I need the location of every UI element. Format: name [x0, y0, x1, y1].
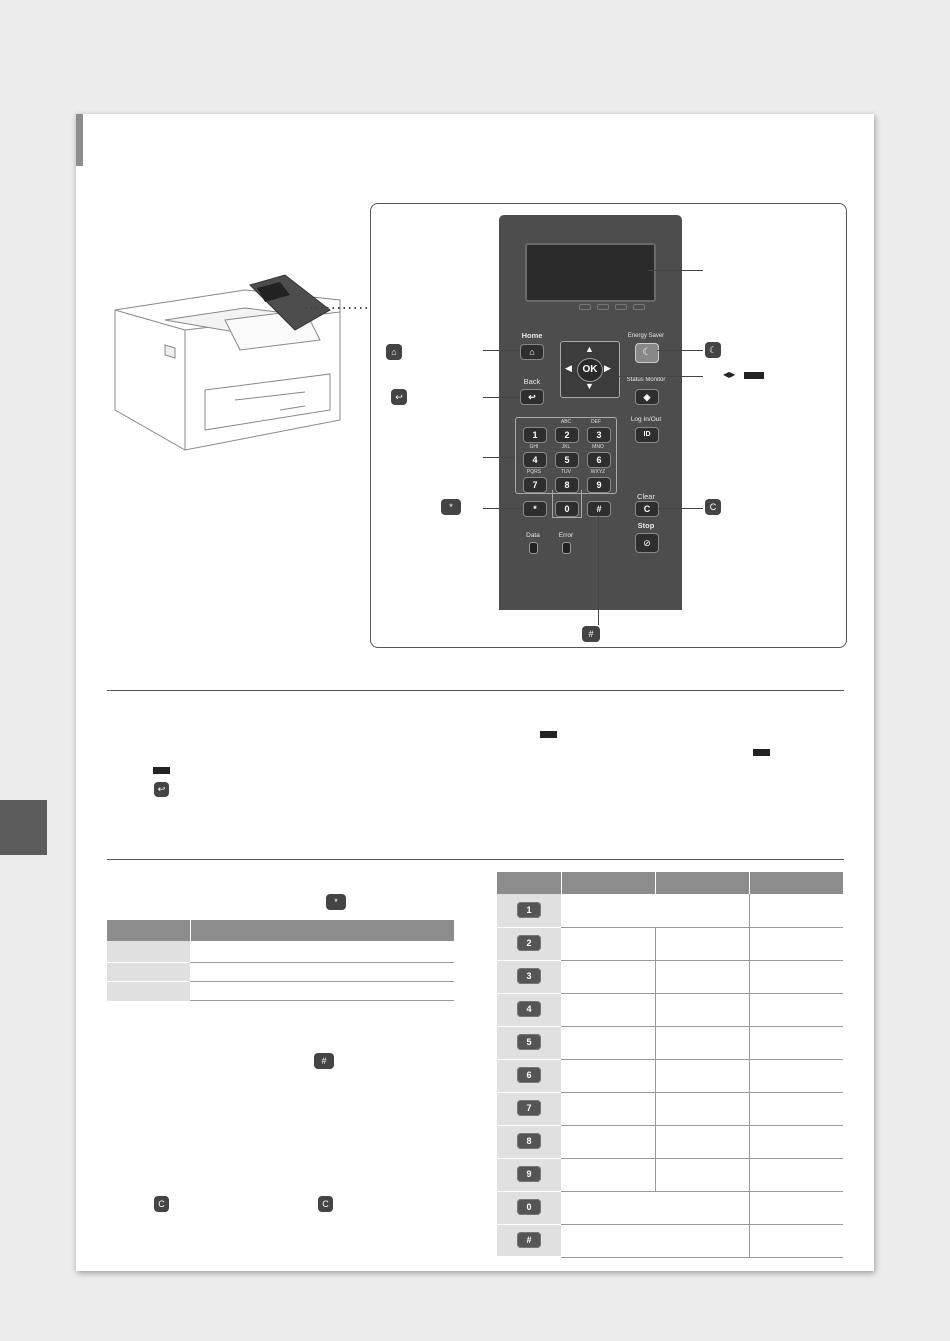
redacted-mark	[744, 372, 764, 379]
up-arrow-icon[interactable]: ▲	[585, 344, 594, 354]
key-0[interactable]: 0	[555, 501, 579, 517]
home-icon: ⌂	[529, 347, 535, 357]
star-icon: *	[326, 894, 346, 910]
table-rule	[497, 1026, 561, 1027]
table-rule	[561, 1026, 843, 1027]
char-table-key-7: 7	[517, 1100, 541, 1116]
home-icon: ⌂	[386, 344, 402, 360]
clear-icon: C	[154, 1196, 169, 1212]
chapter-tab	[0, 800, 47, 855]
callout-line	[648, 270, 703, 271]
section-marker	[76, 114, 83, 166]
redacted-mark	[753, 749, 770, 756]
table-separator	[655, 872, 656, 894]
callout-line	[618, 376, 703, 377]
energy-saver-button[interactable]	[635, 343, 659, 363]
char-table-key-1: 1	[517, 902, 541, 918]
table-separator	[561, 872, 562, 894]
char-table-key-3: 3	[517, 968, 541, 984]
key-star[interactable]: *	[523, 501, 547, 517]
diamond-icon: ◈	[643, 392, 651, 402]
data-label: Data	[526, 532, 540, 539]
table-rule	[497, 1158, 561, 1159]
key-1[interactable]: 1	[523, 427, 547, 443]
clear-button[interactable]: C	[635, 501, 659, 517]
key-hash[interactable]: #	[587, 501, 611, 517]
table-rule	[561, 1191, 843, 1192]
key-letters: PQRS	[526, 469, 542, 475]
table-separator	[190, 920, 191, 941]
table-rule	[190, 1000, 454, 1001]
key-letters: TUV	[561, 469, 571, 475]
char-table-key-4: 4	[517, 1001, 541, 1017]
key-5[interactable]: 5	[555, 452, 579, 468]
table-rule	[561, 960, 843, 961]
back-icon: ↩	[154, 782, 169, 797]
table-rule	[497, 1125, 561, 1126]
stop-icon: ⊘	[643, 538, 651, 548]
table-rule	[561, 927, 843, 928]
table-rule	[190, 962, 454, 963]
table-rule	[190, 981, 454, 982]
section-divider	[107, 690, 844, 691]
table-rule	[497, 1059, 561, 1060]
back-icon: ↩	[391, 389, 407, 405]
table-rule	[497, 993, 561, 994]
table-rule	[561, 993, 843, 994]
printer-illustration	[105, 270, 375, 460]
indicator-led	[615, 304, 627, 310]
char-table-key-6: 6	[517, 1067, 541, 1083]
clear-icon: C	[705, 499, 721, 515]
char-table-key-2: 2	[517, 935, 541, 951]
moon-icon: ☾	[705, 342, 721, 358]
down-arrow-icon[interactable]: ▼	[585, 381, 594, 391]
section-divider	[107, 859, 844, 860]
char-table-key-8: 8	[517, 1133, 541, 1149]
status-monitor-label: Status Monitor	[626, 377, 666, 383]
back-button[interactable]	[520, 389, 544, 405]
char-table-header	[497, 872, 843, 894]
callout-line	[598, 515, 599, 625]
key-7[interactable]: 7	[523, 477, 547, 493]
key-3[interactable]: 3	[587, 427, 611, 443]
left-arrow-icon[interactable]: ◀	[565, 363, 572, 373]
callout-line	[657, 508, 703, 509]
table-row-labels	[107, 941, 190, 1001]
table-rule	[561, 1059, 843, 1060]
indicator-led	[633, 304, 645, 310]
display-screen	[525, 243, 656, 302]
log-in-out-button[interactable]: ID	[635, 427, 659, 443]
ok-button[interactable]: OK	[577, 358, 603, 382]
callout-line	[483, 457, 515, 458]
stop-button[interactable]	[635, 533, 659, 553]
stop-label: Stop	[637, 521, 655, 530]
status-monitor-button[interactable]	[635, 389, 659, 405]
clear-label: Clear	[637, 492, 655, 501]
key-letters: ABC	[560, 419, 572, 425]
moon-icon: ☾	[642, 347, 652, 358]
callout-line	[483, 350, 520, 351]
redacted-mark	[153, 767, 170, 774]
error-indicator	[562, 542, 571, 554]
callout-line	[657, 350, 703, 351]
table-rule	[497, 927, 561, 928]
key-letters: JKL	[561, 444, 571, 450]
table-rule	[497, 1257, 561, 1258]
hash-icon: #	[314, 1053, 334, 1069]
hash-icon: #	[582, 626, 600, 642]
key-letters: WXYZ	[590, 469, 606, 475]
table-separator	[749, 872, 750, 894]
key-8[interactable]: 8	[555, 477, 579, 493]
log-in-out-label: Log In/Out	[630, 416, 662, 423]
key-letters: MNO	[592, 444, 604, 450]
star-icon: *	[441, 499, 461, 515]
table-rule	[561, 1224, 843, 1225]
table-rule	[561, 1125, 843, 1126]
key-letters: DEF	[591, 419, 601, 425]
key-6[interactable]: 6	[587, 452, 611, 468]
table-rule	[497, 960, 561, 961]
table-rule	[497, 1224, 561, 1225]
char-table-key-5: 5	[517, 1034, 541, 1050]
indicator-led	[597, 304, 609, 310]
table-rule	[561, 1158, 843, 1159]
table-rule	[497, 1092, 561, 1093]
table-separator	[749, 894, 750, 1257]
home-button[interactable]	[520, 344, 544, 360]
back-icon: ↩	[528, 392, 536, 402]
char-table-key-0: 0	[517, 1199, 541, 1215]
right-arrow-icon[interactable]: ▶	[604, 363, 611, 373]
error-label: Error	[558, 532, 574, 539]
char-table-key-9: 9	[517, 1166, 541, 1182]
table-header	[107, 920, 454, 941]
callout-line	[483, 508, 523, 509]
home-label: Home	[521, 331, 543, 340]
clear-icon: C	[318, 1196, 333, 1212]
key-9[interactable]: 9	[587, 477, 611, 493]
table-rule	[561, 1257, 843, 1258]
callout-line	[483, 397, 520, 398]
left-right-arrows-icon: ◀▶	[723, 370, 736, 379]
table-rule	[497, 1191, 561, 1192]
table-separator	[655, 927, 656, 1191]
key-2[interactable]: 2	[555, 427, 579, 443]
indicator-led	[579, 304, 591, 310]
data-indicator	[529, 542, 538, 554]
redacted-mark	[540, 731, 557, 738]
table-rule	[561, 1092, 843, 1093]
back-label: Back	[523, 377, 541, 386]
char-table-key-hash: #	[517, 1232, 541, 1248]
key-4[interactable]: 4	[523, 452, 547, 468]
key-letters: GHI	[529, 444, 539, 450]
energy-saver-label: Energy Saver	[627, 333, 665, 339]
